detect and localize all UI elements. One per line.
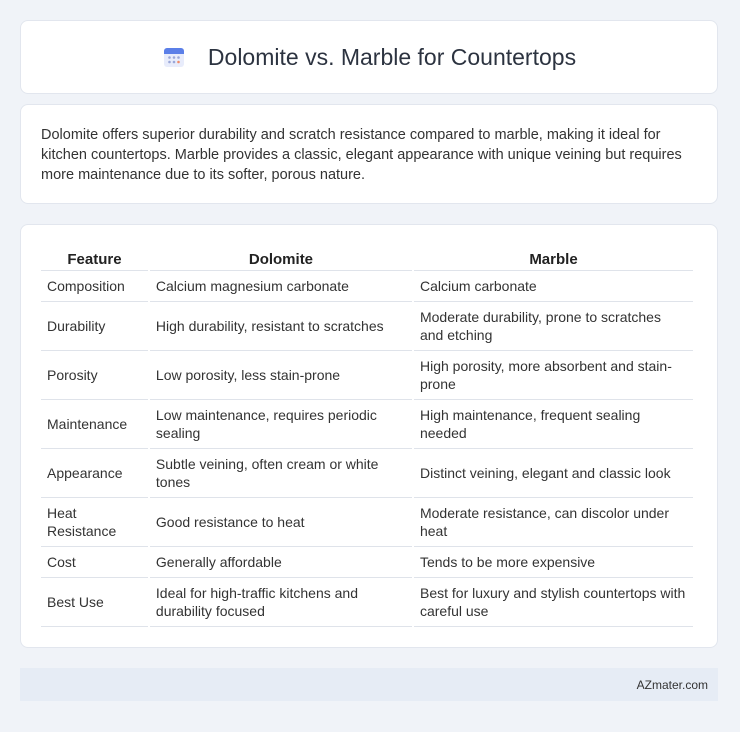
feature-cell: Appearance [41,449,148,498]
column-header: Feature [41,245,148,271]
dolomite-cell: Calcium magnesium carbonate [150,271,412,302]
column-header: Marble [414,245,693,271]
dolomite-cell: High durability, resistant to scratches [150,302,412,351]
table-row [41,547,693,578]
feature-cell: Heat Resistance [41,498,148,547]
table-row [41,271,693,302]
footer [20,668,718,701]
footer-site-link[interactable]: AZmater.com [636,677,708,692]
table-header-row [41,245,693,271]
feature-cell: Porosity [41,351,148,400]
calendar-icon [162,45,186,69]
feature-cell: Best Use [41,578,148,627]
marble-cell: High porosity, more absorbent and stain-prone [414,351,693,400]
feature-cell: Durability [41,302,148,351]
table-row [41,400,693,449]
marble-cell: Moderate durability, prone to scratches and etching [414,302,693,351]
dolomite-cell: Low maintenance, requires periodic sealing [150,400,412,449]
marble-cell: Tends to be more expensive [414,547,693,578]
dolomite-cell: Ideal for high-traffic kitchens and durability focused [150,578,412,627]
table-row [41,351,693,400]
comparison-table [39,245,695,627]
title-card [20,20,718,94]
table-row [41,449,693,498]
table-row [41,578,693,627]
marble-cell: Distinct veining, elegant and classic look [414,449,693,498]
marble-cell: Moderate resistance, can discolor under heat [414,498,693,547]
table-row [41,498,693,547]
page-title: Dolomite vs. Marble for Countertops [207,43,577,70]
comparison-table-card [20,224,718,648]
feature-cell: Cost [41,547,148,578]
dolomite-cell: Low porosity, less stain-prone [150,351,412,400]
table-row [41,302,693,351]
summary-text: Dolomite offers superior durability and scratch resistance compared to marble, making it ideal for kitchen countertops. Marble provides a classic, elegant appearance with unique veining but requires more maintenance due to its softer, porous nature. [41,127,682,183]
marble-cell: Best for luxury and stylish countertops with careful use [414,578,693,627]
marble-cell: High maintenance, frequent sealing needed [414,400,693,449]
marble-cell: Calcium carbonate [414,271,693,302]
dolomite-cell: Generally affordable [150,547,412,578]
column-header: Dolomite [150,245,412,271]
dolomite-cell: Subtle veining, often cream or white tones [150,449,412,498]
summary-card [20,104,718,204]
feature-cell: Maintenance [41,400,148,449]
feature-cell: Composition [41,271,148,302]
dolomite-cell: Good resistance to heat [150,498,412,547]
